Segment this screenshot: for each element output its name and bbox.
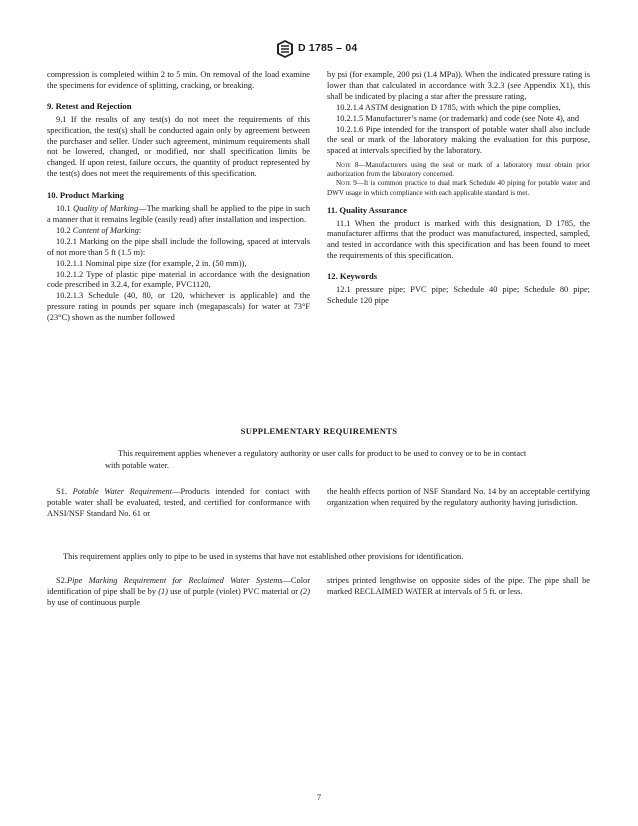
paragraph-continuation: by psi (for example, 200 psi (1.4 MPa)). When the indicated pressure rating is lower than that calculated in accordance with 3.2.3 (see Appendix X1), this shall be indicated by placing a star after the pressure rating,	[327, 70, 590, 101]
section-11-heading: 11. Quality Assurance	[327, 204, 407, 215]
paragraph-s1	[47, 487, 310, 520]
page-number: 7	[316, 793, 322, 802]
paragraph-12-1: 12.1 pressure pipe; PVC pipe; Schedule 40 pipe; Schedule 80 pipe; Schedule 120 pipe	[327, 285, 590, 305]
paragraph-10-2-1-2: 10.2.1.2 Type of plastic pipe material in accordance with the designation code prescribed in 3.2.4, for example, PVC1120,	[47, 269, 310, 290]
right-column	[327, 70, 590, 307]
section-10-heading: 10. Product Marking	[47, 190, 124, 201]
note-8	[327, 161, 590, 179]
paragraph-number: S2.	[56, 576, 67, 585]
paragraph-9-1: 9.1 If the results of any test(s) do not meet the requirements of this specification, the test(s) shall be conducted again only by agreement between the purchaser and seller. Under such agreement, minimum requirements shall not be lowered, changed, or modified, nor shall specification limits be changed. If upon retest, failure occurs, the quantity of product represented by the test(s) does not meet the requirements of this specification.	[47, 114, 310, 179]
paragraph-10-2-1-1: 10.2.1.1 Nominal pipe size (for example, 2 in. (50 mm)),	[56, 258, 247, 268]
subsection-title: Pipe Marking Requirement for Reclaimed Water Systems	[66, 576, 283, 585]
s1-left-column	[47, 487, 310, 520]
paragraph-text: use of purple (violet) PVC material or	[167, 586, 301, 596]
paragraph-10-2	[47, 226, 310, 237]
paragraph-text: :	[138, 225, 142, 235]
paragraph-number: 10.2	[56, 225, 73, 235]
paragraph-10-2-1-5: 10.2.1.5 Manufacturer’s name (or trademark) and code (see Note 4), and	[336, 113, 580, 123]
paragraph-text: —Color identification of pipe shall be by	[47, 576, 310, 596]
note-label: Note 8	[336, 161, 359, 170]
list-marker: (2)	[300, 586, 310, 596]
standard-designation: D 1785 – 04	[298, 42, 358, 54]
paragraph-text: —The marking shall be applied to the pipe in such a manner that it remains legible (easily read) after installation and inspection.	[47, 204, 311, 224]
s1-right-column	[327, 487, 590, 509]
paragraph-text: by use of continuous purple	[47, 597, 141, 607]
intro-text: This requirement applies whenever a regulatory authority or user calls for product to be used to convey or to be in contact with potable water.	[105, 449, 527, 470]
paragraph-11-1: 11.1 When the product is marked with this designation, D 1785, the manufacturer affirms that the product was manufactured, inspected, sampled, and tested in accordance with this specification and has been found to meet the requirements of this specification.	[327, 218, 590, 261]
paragraph-10-2-1-3: 10.2.1.3 Schedule (40, 80, or 120, whichever is applicable) and the pressure rating in pounds per square inch (megapascals) for water at 73°F (23°C) shown as the number followed	[47, 291, 310, 323]
subsection-title: Quality of Marking	[73, 204, 139, 214]
paragraph-s1-continuation: the health effects portion of NSF Standard No. 14 by an acceptable certifying organization when required by the regulatory authority having jurisdiction.	[327, 487, 590, 507]
paragraph-number: S1.	[56, 487, 73, 496]
paragraph-number: 10.1	[56, 204, 74, 214]
list-marker: (1)	[158, 586, 168, 596]
s2-right-column	[327, 576, 590, 598]
paragraph-continuation: compression is completed within 2 to 5 min. On removal of the load examine the specimens for evidence of splitting, cracking, or breaking.	[47, 70, 310, 90]
left-column	[47, 70, 310, 324]
note-text: —Manufacturers using the seal or mark of a laboratory must obtain prior authorization from the laboratory concerned.	[327, 161, 590, 179]
note-label: Note 9	[336, 179, 357, 188]
paragraph-10-2-1: 10.2.1 Marking on the pipe shall include the following, spaced at intervals of not more than 5 ft (1.5 m):	[47, 236, 310, 257]
page-header	[0, 40, 638, 60]
subsection-title: Content of Marking	[72, 225, 139, 235]
paragraph-s2	[47, 576, 310, 609]
section-12-heading: 12. Keywords	[327, 271, 378, 282]
astm-logo-icon	[277, 40, 293, 58]
supplementary-intro-2: This requirement applies only to pipe to be used in systems that have not established other provisions for identification.	[63, 552, 464, 561]
paragraph-text: —Products intended for contact with potable water shall be evaluated, tested, and certified for conformance with ANSI/NSF Standard No. 61 or	[47, 487, 310, 518]
s2-left-column	[47, 576, 310, 609]
subsection-title: Potable Water Requirement	[72, 487, 173, 496]
paragraph-s2-continuation: stripes printed lengthwise on opposite sides of the pipe. The pipe shall be marked RECLAIMED WATER at intervals of 5 ft. or less.	[327, 576, 590, 596]
note-9	[327, 179, 590, 197]
paragraph-10-2-1-6: 10.2.1.6 Pipe intended for the transport of potable water shall also include the seal or mark of the laboratory making the evaluation for this purpose, spaced at intervals specified by the laboratory.	[327, 124, 590, 156]
supplementary-requirements-heading: SUPPLEMENTARY REQUIREMENTS	[240, 426, 398, 436]
paragraph-10-1	[47, 204, 310, 226]
supplementary-intro	[105, 448, 535, 472]
note-text: —It is common practice to dual mark Schedule 40 piping for potable water and DWV usage in which compliance with each applicable standard is met.	[327, 179, 590, 197]
section-9-heading: 9. Retest and Rejection	[47, 100, 132, 111]
paragraph-10-2-1-4: 10.2.1.4 ASTM designation D 1785, with which the pipe complies,	[336, 102, 561, 112]
